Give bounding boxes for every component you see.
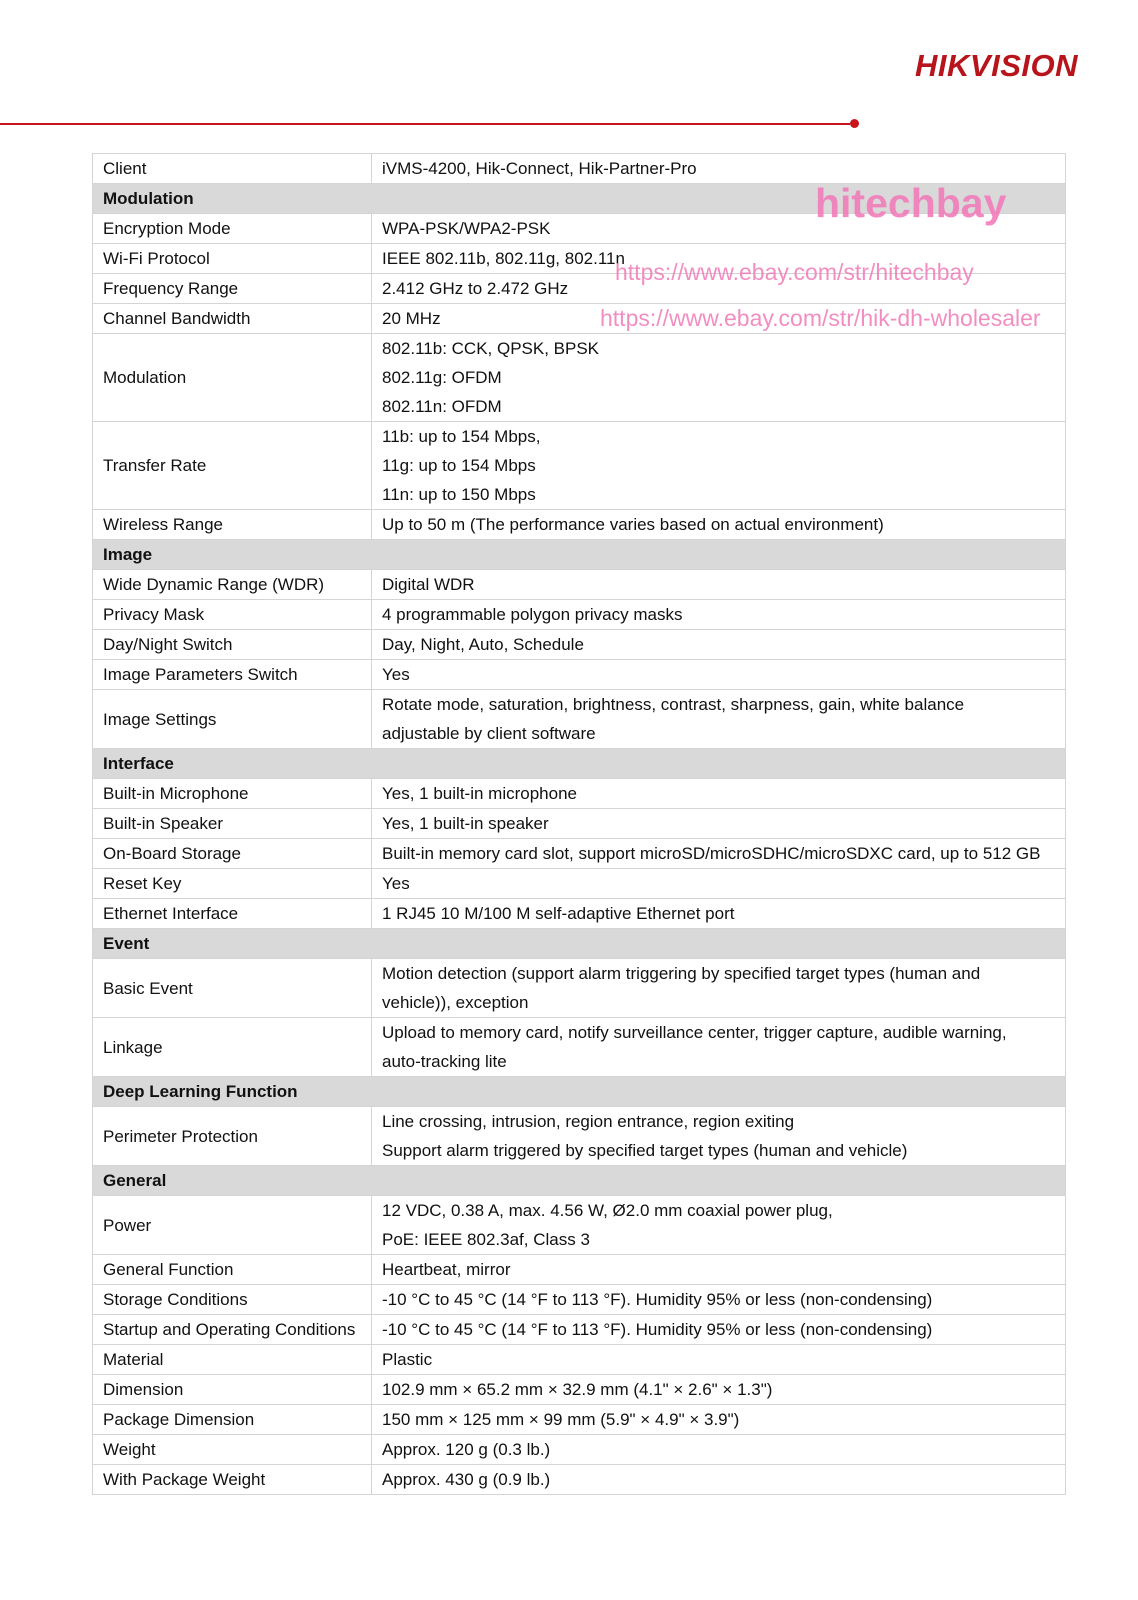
spec-value-line: Yes [382, 874, 410, 893]
spec-value-line: Yes [382, 665, 410, 684]
spec-value [372, 660, 1066, 690]
spec-label: Built-in Microphone [93, 779, 372, 809]
spec-row [93, 839, 1066, 869]
spec-value-line: 802.11n: OFDM [382, 397, 502, 416]
spec-value [372, 154, 1066, 184]
spec-row [93, 899, 1066, 929]
spec-label: Startup and Operating Conditions [93, 1315, 372, 1345]
spec-label: Storage Conditions [93, 1285, 372, 1315]
section-header-row [93, 1166, 1066, 1196]
spec-value-line: 11g: up to 154 Mbps [382, 456, 536, 475]
spec-value [372, 1196, 1066, 1255]
spec-row [93, 660, 1066, 690]
section-header-row [93, 1077, 1066, 1107]
spec-value-line: 150 mm × 125 mm × 99 mm (5.9" × 4.9" × 3.9") [382, 1410, 740, 1429]
section-title: General [93, 1166, 1066, 1196]
spec-value [372, 570, 1066, 600]
section-title: Modulation [93, 184, 1066, 214]
spec-value-line: Digital WDR [382, 575, 475, 594]
spec-label: Dimension [93, 1375, 372, 1405]
logo-text: HIKVISION [915, 48, 1078, 83]
spec-label: Wi-Fi Protocol [93, 244, 372, 274]
spec-label: Day/Night Switch [93, 630, 372, 660]
spec-row [93, 1435, 1066, 1465]
spec-row [93, 1285, 1066, 1315]
spec-value [372, 779, 1066, 809]
spec-value [372, 690, 1066, 749]
spec-value-line: 1 RJ45 10 M/100 M self-adaptive Ethernet port [382, 904, 735, 923]
spec-table [92, 153, 1066, 1495]
spec-value-line: Built-in memory card slot, support microSD/microSDHC/microSDXC card, up to 512 GB [382, 844, 1041, 863]
spec-value-line: Approx. 120 g (0.3 lb.) [382, 1440, 551, 1459]
spec-row [93, 1405, 1066, 1435]
spec-label: With Package Weight [93, 1465, 372, 1495]
spec-value-line: 20 MHz [382, 309, 441, 328]
spec-label: Basic Event [93, 959, 372, 1018]
header-rule-dot [850, 119, 859, 128]
spec-value-line: Upload to memory card, notify surveillance center, trigger capture, audible warning, [382, 1023, 1007, 1042]
spec-label: Encryption Mode [93, 214, 372, 244]
spec-row [93, 1315, 1066, 1345]
spec-row [93, 869, 1066, 899]
spec-value [372, 1107, 1066, 1166]
spec-value-line: IEEE 802.11b, 802.11g, 802.11n [382, 249, 625, 268]
spec-row [93, 1196, 1066, 1255]
spec-row [93, 510, 1066, 540]
spec-value-line: adjustable by client software [382, 724, 596, 743]
spec-value [372, 630, 1066, 660]
spec-value [372, 899, 1066, 929]
spec-value-line: 802.11b: CCK, QPSK, BPSK [382, 339, 600, 358]
header-rule [0, 123, 850, 125]
spec-value-line: 4 programmable polygon privacy masks [382, 605, 683, 624]
spec-value-line: Yes, 1 built-in microphone [382, 784, 577, 803]
spec-row [93, 809, 1066, 839]
spec-value-line: Motion detection (support alarm triggering by specified target types (human and [382, 964, 981, 983]
spec-label: Ethernet Interface [93, 899, 372, 929]
spec-row [93, 690, 1066, 749]
spec-value-line: Line crossing, intrusion, region entrance, region exiting [382, 1112, 795, 1131]
spec-value-line: -10 °C to 45 °C (14 °F to 113 °F). Humidity 95% or less (non-condensing) [382, 1320, 933, 1339]
spec-label: Image Settings [93, 690, 372, 749]
section-title: Event [93, 929, 1066, 959]
spec-label: Material [93, 1345, 372, 1375]
spec-value-line: Heartbeat, mirror [382, 1260, 511, 1279]
spec-label: Privacy Mask [93, 600, 372, 630]
spec-label: Frequency Range [93, 274, 372, 304]
spec-value-line: Rotate mode, saturation, brightness, contrast, sharpness, gain, white balance [382, 695, 965, 714]
spec-value-line: WPA-PSK/WPA2-PSK [382, 219, 551, 238]
spec-value [372, 510, 1066, 540]
spec-value-line: iVMS-4200, Hik-Connect, Hik-Partner-Pro [382, 159, 697, 178]
spec-row [93, 1107, 1066, 1166]
spec-label: Reset Key [93, 869, 372, 899]
spec-row [93, 1375, 1066, 1405]
spec-label: General Function [93, 1255, 372, 1285]
spec-label: Transfer Rate [93, 422, 372, 510]
spec-label: On-Board Storage [93, 839, 372, 869]
spec-row [93, 1465, 1066, 1495]
spec-value [372, 1018, 1066, 1077]
spec-value-line: 2.412 GHz to 2.472 GHz [382, 279, 569, 298]
spec-value-line: Day, Night, Auto, Schedule [382, 635, 584, 654]
spec-value [372, 1285, 1066, 1315]
section-header-row [93, 749, 1066, 779]
spec-value [372, 334, 1066, 422]
spec-label: Modulation [93, 334, 372, 422]
spec-row [93, 570, 1066, 600]
section-title: Deep Learning Function [93, 1077, 1066, 1107]
spec-label: Linkage [93, 1018, 372, 1077]
spec-value [372, 1315, 1066, 1345]
section-title: Image [93, 540, 1066, 570]
spec-row [93, 334, 1066, 422]
spec-label: Wireless Range [93, 510, 372, 540]
spec-value [372, 1375, 1066, 1405]
spec-value-line: 802.11g: OFDM [382, 368, 502, 387]
spec-value [372, 422, 1066, 510]
spec-row [93, 154, 1066, 184]
spec-value-line: Approx. 430 g (0.9 lb.) [382, 1470, 551, 1489]
spec-label: Power [93, 1196, 372, 1255]
spec-value [372, 600, 1066, 630]
spec-value-line: Yes, 1 built-in speaker [382, 814, 549, 833]
spec-row [93, 779, 1066, 809]
spec-row [93, 630, 1066, 660]
spec-value-line: PoE: IEEE 802.3af, Class 3 [382, 1230, 590, 1249]
spec-value-line: -10 °C to 45 °C (14 °F to 113 °F). Humidity 95% or less (non-condensing) [382, 1290, 933, 1309]
watermark-url-2: https://www.ebay.com/str/hik-dh-wholesaler [600, 305, 1041, 331]
spec-value-line: Up to 50 m (The performance varies based on actual environment) [382, 515, 884, 534]
spec-row [93, 422, 1066, 510]
spec-value [372, 1465, 1066, 1495]
spec-value [372, 869, 1066, 899]
spec-row [93, 1018, 1066, 1077]
spec-value-line: auto-tracking lite [382, 1052, 507, 1071]
spec-value [372, 839, 1066, 869]
section-header-row [93, 540, 1066, 570]
spec-value-line: 11n: up to 150 Mbps [382, 485, 536, 504]
spec-label: Wide Dynamic Range (WDR) [93, 570, 372, 600]
spec-value [372, 1435, 1066, 1465]
spec-label: Weight [93, 1435, 372, 1465]
spec-label: Built-in Speaker [93, 809, 372, 839]
spec-row [93, 959, 1066, 1018]
spec-value [372, 1405, 1066, 1435]
spec-label: Image Parameters Switch [93, 660, 372, 690]
spec-value-line: 12 VDC, 0.38 A, max. 4.56 W, Ø2.0 mm coaxial power plug, [382, 1201, 833, 1220]
spec-value [372, 1255, 1066, 1285]
watermark-title: hitechbay [815, 180, 1007, 226]
spec-value [372, 959, 1066, 1018]
spec-value-line: 102.9 mm × 65.2 mm × 32.9 mm (4.1" × 2.6" × 1.3") [382, 1380, 773, 1399]
spec-row [93, 600, 1066, 630]
spec-value [372, 809, 1066, 839]
spec-label: Perimeter Protection [93, 1107, 372, 1166]
spec-value-line: Plastic [382, 1350, 433, 1369]
spec-value [372, 1345, 1066, 1375]
watermark-url-1: https://www.ebay.com/str/hitechbay [615, 259, 974, 285]
spec-label: Channel Bandwidth [93, 304, 372, 334]
spec-value-line: vehicle)), exception [382, 993, 529, 1012]
spec-value-line: Support alarm triggered by specified target types (human and vehicle) [382, 1141, 908, 1160]
hikvision-logo [915, 48, 1078, 84]
spec-row [93, 1345, 1066, 1375]
spec-row [93, 1255, 1066, 1285]
section-title: Interface [93, 749, 1066, 779]
section-header-row [93, 929, 1066, 959]
spec-label: Package Dimension [93, 1405, 372, 1435]
spec-label: Client [93, 154, 372, 184]
spec-value-line: 11b: up to 154 Mbps, [382, 427, 541, 446]
